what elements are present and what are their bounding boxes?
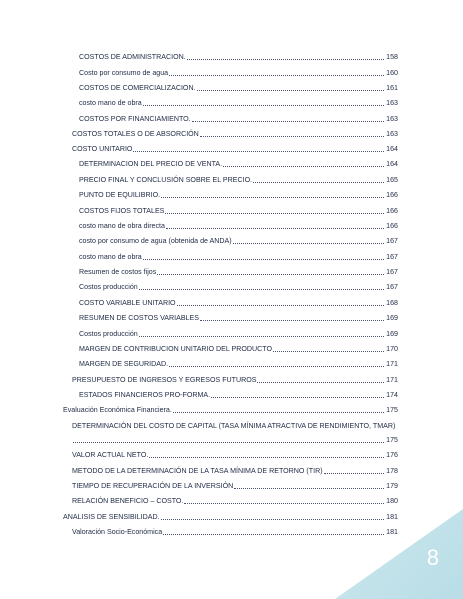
toc-entry[interactable] bbox=[79, 207, 398, 216]
dot-leader bbox=[177, 305, 385, 306]
toc-entry-page: 181 bbox=[386, 513, 398, 521]
toc-entry[interactable] bbox=[72, 376, 398, 385]
toc-entry-title: ESTADOS FINANCIEROS PRO-FORMA. bbox=[79, 391, 211, 399]
toc-entry-title: Valoración Socio-Económica bbox=[72, 528, 163, 536]
dot-leader bbox=[139, 336, 384, 337]
dot-leader bbox=[184, 503, 384, 504]
toc-entry-page: 167 bbox=[386, 268, 398, 276]
toc-entry[interactable] bbox=[79, 176, 398, 185]
toc-entry[interactable] bbox=[79, 330, 398, 339]
dot-leader bbox=[233, 243, 385, 244]
toc-entry-title: Costos producción bbox=[79, 283, 138, 291]
dot-leader bbox=[133, 151, 384, 152]
dot-leader bbox=[157, 274, 384, 275]
toc-entry-page: 163 bbox=[386, 115, 398, 123]
toc-entry-page: 174 bbox=[386, 391, 398, 399]
toc-entry[interactable] bbox=[63, 513, 398, 522]
toc-entry-page: 165 bbox=[386, 176, 398, 184]
corner-decoration bbox=[335, 509, 463, 599]
toc-entry[interactable] bbox=[79, 237, 398, 246]
dot-leader bbox=[234, 488, 384, 489]
toc-entry-page: 176 bbox=[386, 451, 398, 459]
toc-entry-page: 175 bbox=[386, 436, 398, 444]
page-number: 8 bbox=[426, 545, 439, 570]
dot-leader bbox=[192, 121, 384, 122]
dot-leader bbox=[73, 442, 384, 443]
dot-leader bbox=[253, 182, 384, 183]
toc-entry-page: 169 bbox=[386, 314, 398, 322]
toc-entry[interactable] bbox=[72, 482, 398, 491]
dot-leader bbox=[187, 59, 384, 60]
toc-entry-title: Evaluación Económica Financiera. bbox=[63, 406, 172, 414]
toc-entry-page: 180 bbox=[386, 497, 398, 505]
dot-leader bbox=[165, 213, 384, 214]
dot-leader bbox=[273, 351, 384, 352]
toc-entry-title: PUNTO DE EQUILIBRIO. bbox=[79, 191, 161, 199]
toc-entry-title: PRESUPUESTO DE INGRESOS Y EGRESOS FUTUROS bbox=[72, 376, 257, 384]
toc-entry-title: Resumen de costos fijos bbox=[79, 268, 157, 276]
toc-entry[interactable] bbox=[72, 422, 398, 445]
dot-leader bbox=[173, 412, 384, 413]
toc-entry-page: 160 bbox=[386, 69, 398, 77]
toc-entry[interactable] bbox=[79, 299, 398, 308]
toc-entry-page: 171 bbox=[386, 360, 398, 368]
dot-leader bbox=[149, 457, 384, 458]
toc-entry[interactable] bbox=[79, 268, 398, 277]
toc-entry-page: 166 bbox=[386, 191, 398, 199]
toc-entry-title: PRECIO FINAL Y CONCLUSIÓN SOBRE EL PRECIO. bbox=[79, 176, 253, 184]
toc-entry-page: 167 bbox=[386, 237, 398, 245]
toc-entry[interactable] bbox=[79, 253, 398, 262]
toc-entry[interactable] bbox=[79, 345, 398, 354]
toc-entry[interactable] bbox=[72, 528, 398, 537]
dot-leader bbox=[200, 136, 384, 137]
dot-leader bbox=[197, 90, 385, 91]
dot-leader bbox=[223, 166, 384, 167]
toc-entry-title: COSTOS DE COMERCIALIZACION. bbox=[79, 84, 196, 92]
toc-entry[interactable] bbox=[79, 191, 398, 200]
toc-entry-title: costo mano de obra directa bbox=[79, 222, 165, 230]
toc-entry-page: 168 bbox=[386, 299, 398, 307]
toc-entry-title: COSTOS POR FINANCIAMIENTO. bbox=[79, 115, 191, 123]
toc-entry-page: 163 bbox=[386, 130, 398, 138]
toc-entry-page: 170 bbox=[386, 345, 398, 353]
toc-entry-page: 178 bbox=[386, 467, 398, 475]
dot-leader bbox=[324, 473, 385, 474]
toc-entry-title: COSTOS DE ADMINISTRACION. bbox=[79, 53, 186, 61]
toc-entry-title: MARGEN DE SEGURIDAD. bbox=[79, 360, 169, 368]
toc-entry-title: COSTO VARIABLE UNITARIO bbox=[79, 299, 176, 307]
toc-entry[interactable] bbox=[79, 360, 398, 369]
toc-entry-title: ANALISIS DE SENSIBILIDAD. bbox=[63, 513, 160, 521]
toc-entry-page: 179 bbox=[386, 482, 398, 490]
toc-entry-title: METODO DE LA DETERMINACIÓN DE LA TASA MÍNIMA DE RETORNO (TIR) bbox=[72, 467, 323, 475]
toc-entry[interactable] bbox=[72, 467, 398, 476]
toc-entry-title: MARGEN DE CONTRIBUCION UNITARIO DEL PRODUCTO bbox=[79, 345, 272, 353]
toc-entry[interactable] bbox=[79, 283, 398, 292]
toc-entry-title: RESUMEN DE COSTOS VARIABLES bbox=[79, 314, 199, 322]
toc-entry[interactable] bbox=[79, 53, 398, 62]
toc-entry[interactable] bbox=[79, 222, 398, 231]
toc-entry-title: COSTOS TOTALES O DE ABSORCIÓN bbox=[72, 130, 199, 138]
toc-entry-page: 158 bbox=[386, 53, 398, 61]
dot-leader bbox=[139, 289, 384, 290]
toc-entry-page: 163 bbox=[386, 99, 398, 107]
toc-entry-title: COSTO UNITARIO bbox=[72, 145, 133, 153]
dot-leader bbox=[161, 519, 385, 520]
toc-entry[interactable] bbox=[79, 69, 398, 78]
toc-entry[interactable] bbox=[72, 451, 398, 460]
toc-entry-title: COSTOS FIJOS TOTALES bbox=[79, 207, 165, 215]
dot-leader bbox=[143, 259, 384, 260]
dot-leader bbox=[166, 228, 384, 229]
dot-leader bbox=[163, 534, 384, 535]
dot-leader bbox=[211, 397, 384, 398]
toc-entry-title: DETERMINACIÓN DEL COSTO DE CAPITAL (TASA MÍNIMA ATRACTIVA DE RENDIMIENTO, TMAR) bbox=[72, 422, 396, 430]
toc-entry[interactable] bbox=[79, 314, 398, 323]
toc-entry[interactable] bbox=[72, 130, 398, 139]
toc-entry-title: Costo por consumo de agua bbox=[79, 69, 169, 77]
dot-leader bbox=[143, 105, 384, 106]
toc-entry-page: 166 bbox=[386, 207, 398, 215]
toc-entry[interactable] bbox=[79, 84, 398, 93]
toc-entry[interactable] bbox=[63, 406, 398, 415]
toc-entry-title: costo mano de obra bbox=[79, 253, 142, 261]
toc-entry[interactable] bbox=[79, 115, 398, 124]
toc-entry-page: 175 bbox=[386, 406, 398, 414]
toc-entry[interactable] bbox=[79, 391, 398, 400]
toc-entry[interactable] bbox=[79, 99, 398, 108]
toc-entry-title: costo mano de obra bbox=[79, 99, 142, 107]
toc-entry-page: 166 bbox=[386, 222, 398, 230]
toc-entry[interactable] bbox=[72, 497, 398, 506]
toc-entry-page: 164 bbox=[386, 145, 398, 153]
toc-entry-page: 161 bbox=[386, 84, 398, 92]
toc-entry[interactable] bbox=[79, 160, 398, 169]
dot-leader bbox=[169, 75, 384, 76]
toc-entry-title: RELACIÓN BENEFICIO – COSTO. bbox=[72, 497, 184, 505]
toc-entry-title: costo por consumo de agua (obtenida de ANDA) bbox=[79, 237, 232, 245]
toc-entry-title: TIEMPO DE RECUPERACIÓN DE LA INVERSIÓN bbox=[72, 482, 234, 490]
toc-entry-title: Costos producción bbox=[79, 330, 138, 338]
toc-entry-page: 169 bbox=[386, 330, 398, 338]
toc-entry-page: 167 bbox=[386, 253, 398, 261]
toc-entry-page: 164 bbox=[386, 160, 398, 168]
toc-entry-page: 167 bbox=[386, 283, 398, 291]
toc-entry-page: 181 bbox=[386, 528, 398, 536]
dot-leader bbox=[257, 382, 384, 383]
toc-entry-title: DETERMINACION DEL PRECIO DE VENTA. bbox=[79, 160, 223, 168]
toc-entry-title: VALOR ACTUAL NETO. bbox=[72, 451, 149, 459]
dot-leader bbox=[161, 197, 384, 198]
dot-leader bbox=[169, 366, 384, 367]
dot-leader bbox=[200, 320, 384, 321]
toc-entry-page: 171 bbox=[386, 376, 398, 384]
toc-entry[interactable] bbox=[72, 145, 398, 154]
